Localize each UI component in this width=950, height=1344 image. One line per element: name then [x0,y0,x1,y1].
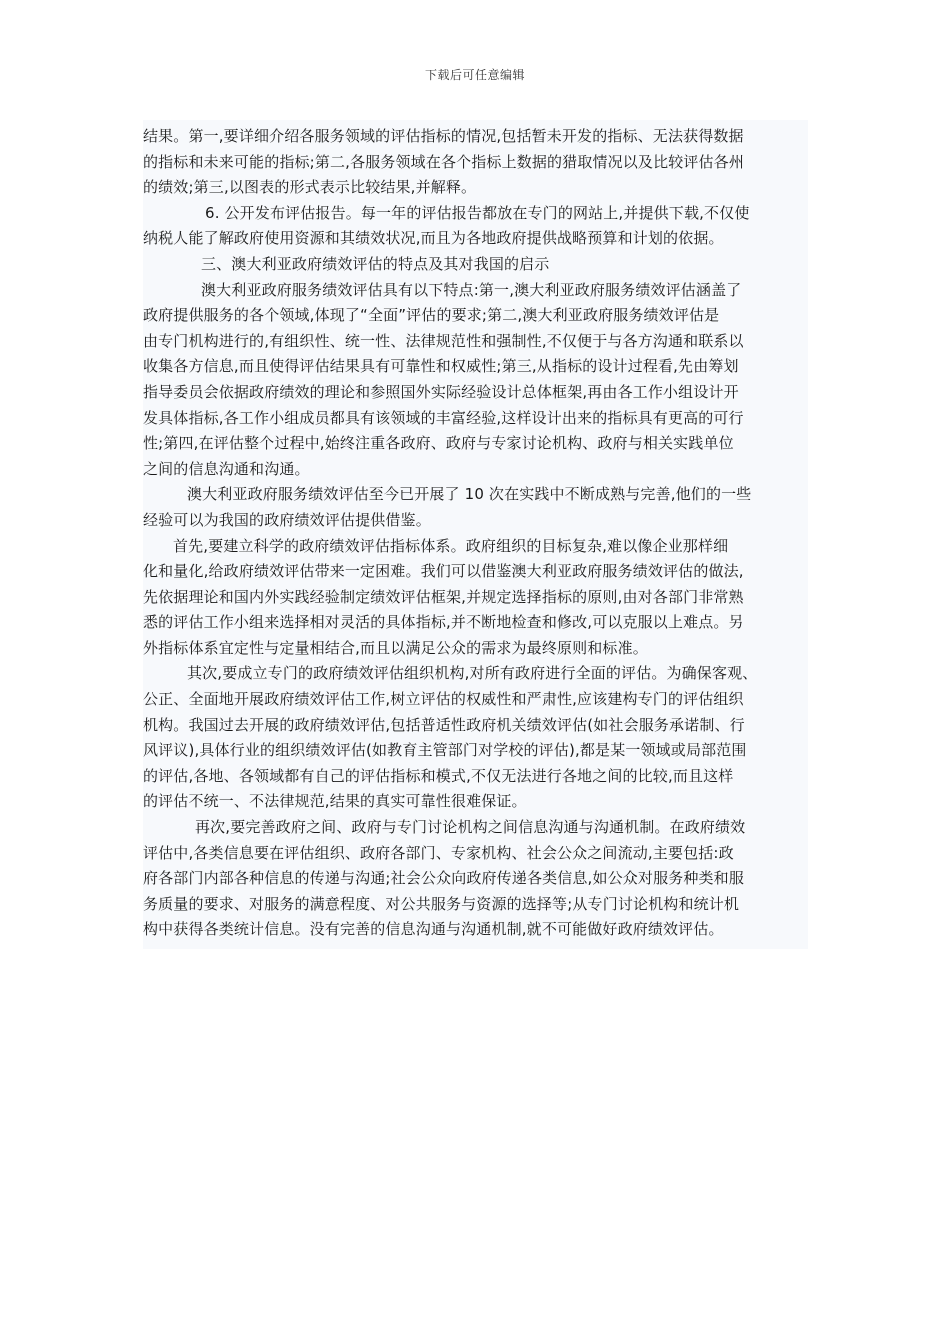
text-line: 府各部门内部各种信息的传递与沟通;社会公众向政府传递各类信息,如公众对服务种类和服 [143,869,744,888]
text-line: 收集各方信息,而且使得评估结果具有可靠性和权威性;第三,从指标的设计过程看,先由筹划 [143,357,739,376]
text-line: 6. 公开发布评估报告。每一年的评估报告都放在专门的网站上,并提供下载,不仅使 [205,203,750,222]
text-line: 悉的评估工作小组来选择相对灵活的具体指标,并不断地检查和修改,可以克服以上难点。另 [143,613,744,632]
text-line: 由专门机构进行的,有组织性、统一性、法律规范性和强制性,不仅便于与各方沟通和联系以 [143,331,744,350]
text-line: 澳大利亚政府服务绩效评估具有以下特点:第一,澳大利亚政府服务绩效评估涵盖了 [201,280,742,299]
text-line: 经验可以为我国的政府绩效评估提供借鉴。 [143,510,431,529]
text-line: 性;第四,在评估整个过程中,始终注重各政府、政府与专家讨论机构、政府与相关实践单位 [143,434,734,453]
page-header: 下载后可任意编辑 [424,68,525,82]
text-line: 的绩效;第三,以图表的形式表示比较结果,并解释。 [143,178,477,197]
text-line: 的评估,各地、各领域都有自己的评估指标和模式,不仅无法进行各地之间的比较,而且这样 [143,766,734,785]
text-line: 纳税人能了解政府使用资源和其绩效状况,而且为各地政府提供战略预算和计划的依据。 [143,229,724,248]
text-line: 发具体指标,各工作小组成员都具有该领域的丰富经验,这样设计出来的指标具有更高的可行 [143,408,744,427]
text-line: 风评议),具体行业的组织绩效评估(如教育主管部门对学校的评估),都是某一领域或局部范围 [143,741,747,760]
text-line: 构中获得各类统计信息。没有完善的信息沟通与沟通机制,就不可能做好政府绩效评估。 [143,920,724,939]
text-line: 再次,要完善政府之间、政府与专门讨论机构之间信息沟通与沟通机制。在政府绩效 [195,818,746,837]
text-line: 务质量的要求、对服务的满意程度、对公共服务与资源的选择等;从专门讨论机构和统计机 [143,894,740,913]
text-line: 澳大利亚政府服务绩效评估至今已开展了 10 次在实践中不断成熟与完善,他们的一些 [187,485,752,504]
text-line: 其次,要成立专门的政府绩效评估组织机构,对所有政府进行全面的评估。为确保客观、 [187,664,758,683]
text-line: 化和量化,给政府绩效评估带来一定困难。我们可以借鉴澳大利亚政府服务绩效评估的做法, [143,562,744,581]
text-line: 的评估不统一、不法律规范,结果的真实可靠性很难保证。 [143,792,527,811]
text-line: 指导委员会依据政府绩效的理论和参照国外实际经验设计总体框架,再由各工作小组设计开 [143,382,739,401]
text-line: 之间的信息沟通和沟通。 [143,459,310,478]
text-line: 首先,要建立科学的政府绩效评估指标体系。政府组织的目标复杂,难以像企业那样细 [173,536,729,555]
text-line: 公正、全面地开展政府绩效评估工作,树立评估的权威性和严肃性,应该建构专门的评估组织 [143,690,744,709]
text-line: 先依据理论和国内外实践经验制定绩效评估框架,并规定选择指标的原则,由对各部门非常熟 [143,587,744,606]
text-line: 机构。我国过去开展的政府绩效评估,包括普适性政府机关绩效评估(如社会服务承诺制、行 [143,715,745,734]
text-line: 外指标体系宜定性与定量相结合,而且以满足公众的需求为最终原则和标准。 [143,638,648,657]
text-line: 三、澳大利亚政府绩效评估的特点及其对我国的启示 [201,254,550,273]
document-body [143,120,808,949]
text-line: 评估中,各类信息要在评估组织、政府各部门、专家机构、社会公众之间流动,主要包括:政 [143,843,734,862]
text-line: 政府提供服务的各个领域,体现了“全面”评估的要求;第二,澳大利亚政府服务绩效评估是 [143,306,720,325]
text-line: 结果。第一,要详细介绍各服务领域的评估指标的情况,包括暂未开发的指标、无法获得数据 [143,127,744,145]
text-line: 的指标和未来可能的指标;第二,各服务领域在各个指标上数据的猎取情况以及比较评估各州 [143,152,744,171]
